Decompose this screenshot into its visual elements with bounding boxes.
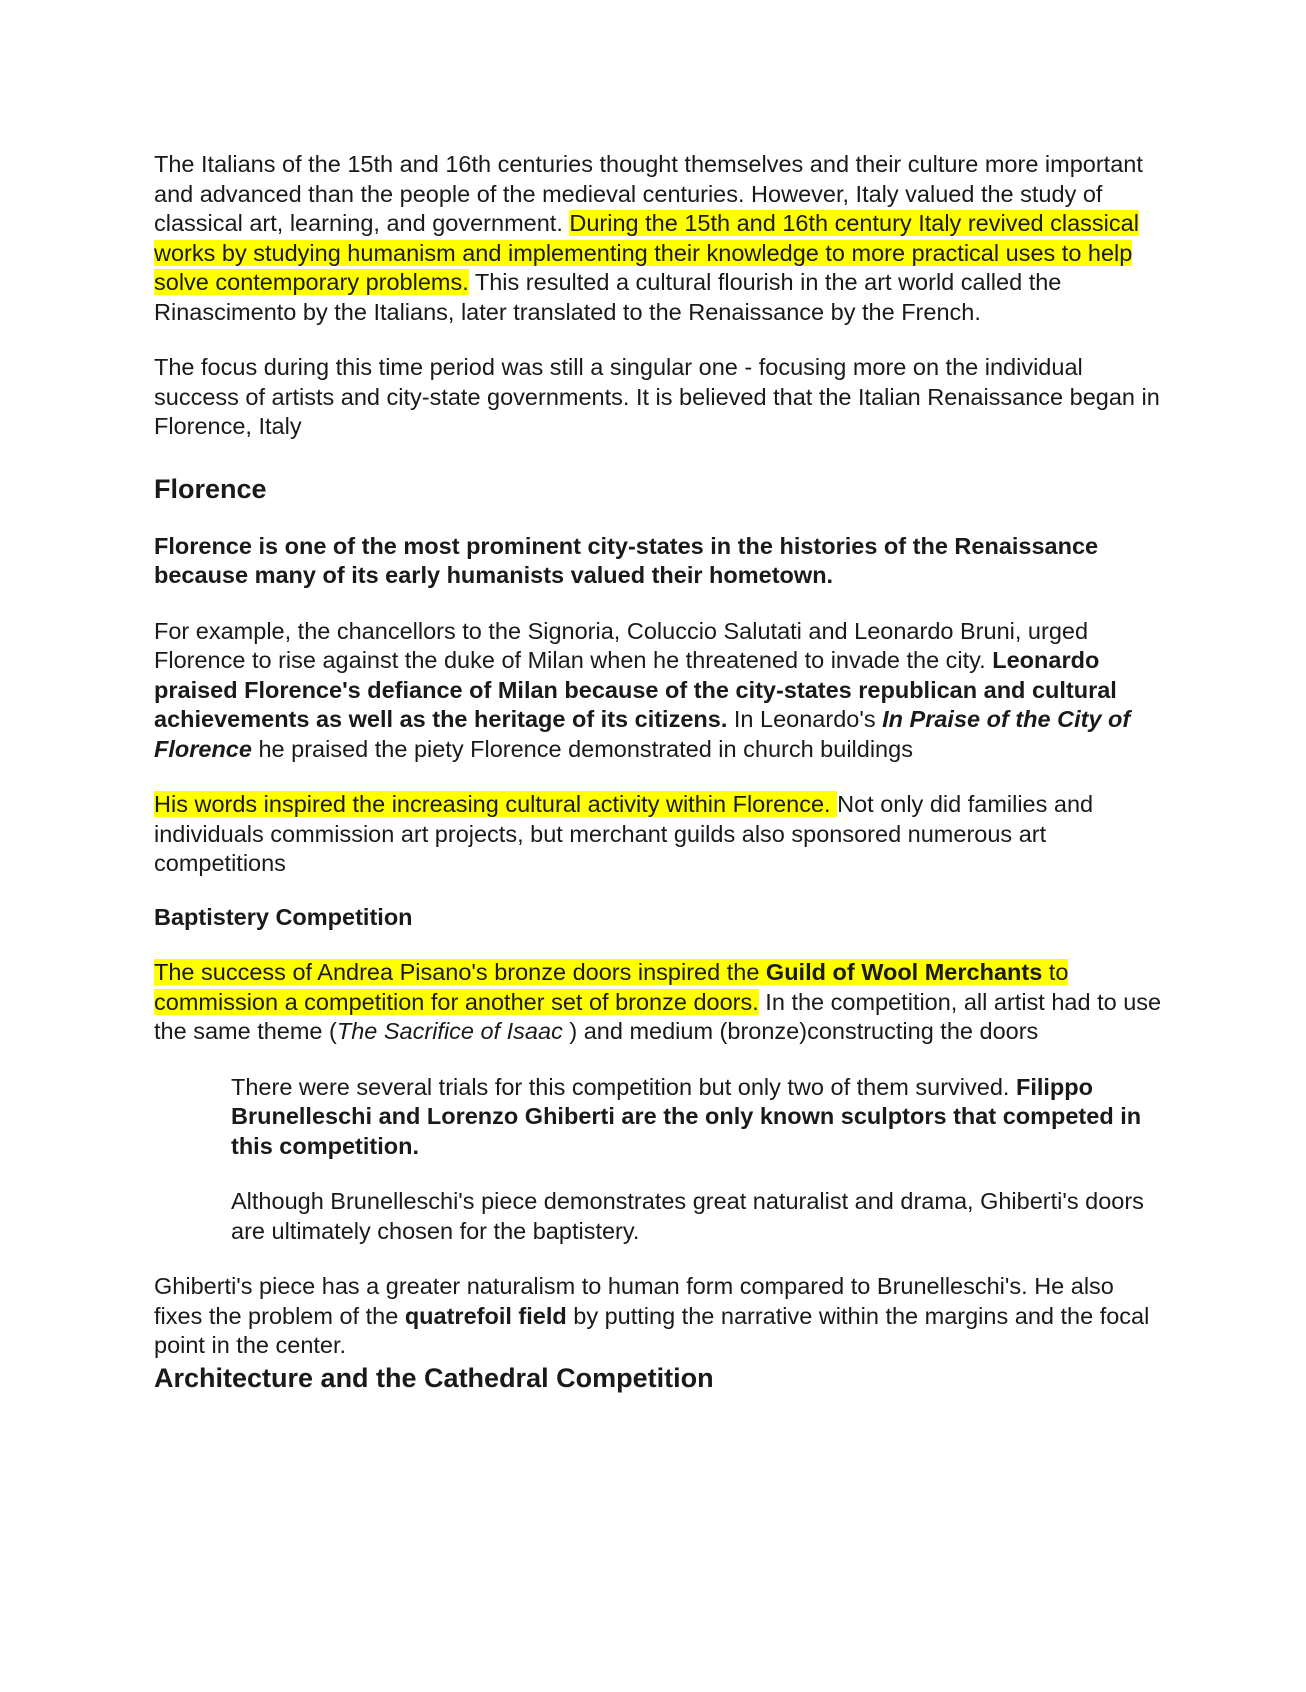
chancellors-text: For example, the chancellors to the Signoria, Coluccio Salutati and Leonardo Bruni, urged Florence to rise against the duke of Milan when he threatened to invade the city. xyxy=(154,617,1089,673)
focus-paragraph: The focus during this time period was still a singular one - focusing more on the individual success of artists and city-state governments. It is believed that the Italian Renaissance began in Florence, Italy xyxy=(154,354,1160,439)
pisano-text-2: ) and medium (bronze)constructing the doors xyxy=(562,1018,1039,1044)
pisano-paragraph xyxy=(154,958,1164,1047)
pisano-text: In the competition, all artist had to use the same theme ( xyxy=(154,988,1162,1044)
brunelleschi-paragraph: Although Brunelleschi's piece demonstrates great naturalist and drama, Ghiberti's doors are ultimately chosen for the baptistery. xyxy=(231,1188,1144,1244)
heading-architecture: Architecture and the Cathedral Competition xyxy=(154,1362,714,1393)
leonardo-bold-text: Leonardo praised Florence's defiance of Milan because of the city-states republican and cultural achievements as well as the heritage of its citizens. xyxy=(154,647,1117,732)
quatrefoil-bold-text: quatrefoil field xyxy=(404,1302,567,1329)
document-page xyxy=(154,150,1164,1395)
inspired-highlight: His words inspired the increasing cultural activity within Florence. xyxy=(154,791,838,817)
book-title: In Praise of the City of Florence xyxy=(154,706,1131,762)
heading-baptistery: Baptistery Competition xyxy=(154,903,413,930)
intro-highlight: During the 15th and 16th century Italy revived classical works by studying humanism and implementing their knowledge to more practical uses to help solve contemporary problems. xyxy=(154,210,1139,295)
sculptors-bold-text: Filippo Brunelleschi and Lorenzo Ghiberti are the only known sculptors that competed in this competition. xyxy=(231,1073,1142,1159)
chancellors-text-3: he praised the piety Florence demonstrated in church buildings xyxy=(251,735,913,762)
florence-bold-paragraph xyxy=(154,532,1164,591)
trials-paragraph xyxy=(154,1073,1164,1162)
trials-text: There were several trials for this competition but only two of them survived. xyxy=(231,1073,1016,1100)
ghiberti-paragraph xyxy=(154,1272,1164,1361)
intro-paragraph xyxy=(154,150,1164,327)
inspired-paragraph xyxy=(154,790,1164,879)
intro-text: The Italians of the 15th and 16th centuries thought themselves and their culture more important and advanced than the people of the medieval centuries. However, Italy valued the study of classical art, learning, and government. xyxy=(154,151,1143,236)
chancellors-text-2: In Leonardo's xyxy=(727,706,883,732)
inspired-text: Not only did families and individuals commission art projects, but merchant guilds also sponsored numerous art competitions xyxy=(154,791,1094,876)
pisano-highlight-2: to commission a competition for another set of bronze doors. xyxy=(154,959,1069,1015)
ghiberti-text-2: by putting the narrative within the margins and the focal point in the center. xyxy=(154,1302,1150,1358)
theme-title: The Sacrifice of Isaac xyxy=(336,1018,563,1044)
intro-text-end: This resulted a cultural flourish in the art world called the Rinascimento by the Italians, later translated to the Renaissance by the French. xyxy=(154,269,1062,325)
ghiberti-text: Ghiberti's piece has a greater naturalism to human form compared to Brunelleschi's. He also fixes the problem of the xyxy=(154,1273,1114,1329)
florence-bold-text: Florence is one of the most prominent city-states in the histories of the Renaissance because many of its early humanists valued their hometown. xyxy=(154,532,1099,588)
pisano-highlight-1: The success of Andrea Pisano's bronze doors inspired the xyxy=(154,959,766,985)
guild-highlight-bold: Guild of Wool Merchants xyxy=(765,959,1043,985)
heading-florence: Florence xyxy=(154,473,267,504)
chancellors-paragraph xyxy=(154,617,1164,765)
